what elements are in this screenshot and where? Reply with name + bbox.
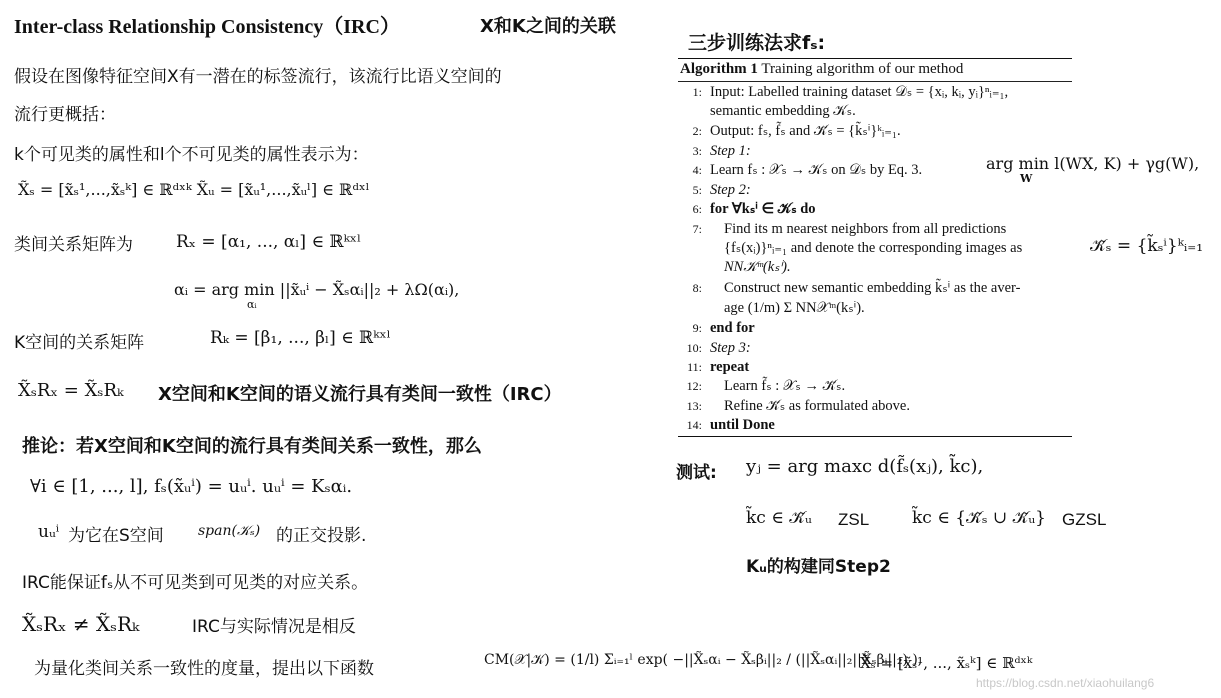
xs-definition: X̃ₛ = [x̃ₛ¹, ..., x̃ₛᵏ] ∈ ℝᵈˣᵏ: [860, 654, 1033, 672]
neq-equation: X̃ₛRₓ ≠ X̃ₛRₖ: [22, 612, 140, 636]
algorithm-body: [680, 84, 1075, 434]
algo-line: 7: Find its m nearest neighbors from all predictions: [692, 221, 1007, 237]
argmin-subscript: W: [1020, 172, 1033, 185]
gzsl-label: GZSL: [1062, 510, 1107, 529]
para1-line1: 假设在图像特征空间X有一潜在的标签流行，该流行比语义空间的: [14, 67, 502, 87]
corollary: 推论：若X空间和K空间的流行具有类间关系一致性，那么: [22, 436, 482, 457]
algo-line: 12: Learn f̃ₛ : 𝒳ₛ → 𝒦̃ₛ.: [686, 378, 846, 394]
algo-line: 3: Step 1:: [692, 143, 751, 159]
zsl-equation: k̃c ∈ 𝒦̃ᵤ: [746, 508, 812, 528]
rx-equation: Rₓ = [α₁, ..., αₗ] ∈ ℝᵏˣˡ: [176, 232, 362, 252]
irc-statement: X空间和K空间的语义流行具有类间一致性（IRC）: [158, 384, 562, 405]
irc-equation: X̃ₛRₓ = X̃ₛRₖ: [18, 380, 124, 401]
rk-equation: Rₖ = [β₁, ..., βₗ] ∈ ℝᵏˣˡ: [210, 328, 391, 348]
algo-line: {fₛ(xᵢ)}ⁿᵢ₌₁ and denote the corresponding images as: [724, 240, 1023, 256]
neq-text: IRC与实际情况是相反: [192, 617, 356, 637]
projection-span: span(𝒦ₛ): [198, 523, 261, 539]
algo-line: NN𝒦ᵐ(kₛⁱ).: [724, 259, 791, 275]
algo-top-rule: [678, 58, 1072, 59]
algo-line: 9: end for: [692, 320, 755, 336]
forall-equation: ∀i ∈ [1, ..., l], fₛ(x̃ᵤⁱ) = uᵤⁱ. uᵤⁱ = Kₛαᵢ.: [30, 476, 353, 497]
watermark: https://blog.csdn.net/xiaohuilang6: [976, 676, 1155, 690]
para1-line2: 流行更概括：: [14, 105, 116, 125]
algo-line: 8: Construct new semantic embedding k̃ₛⁱ as the aver-: [692, 280, 1021, 296]
algo-line: 2: Output: fₛ, f̃ₛ and 𝒦̃ₛ = {k̃ₛⁱ}ᵏᵢ₌₁.: [692, 123, 901, 139]
test-label: 测试:: [676, 463, 717, 483]
alpha-subscript: αᵢ: [247, 298, 257, 311]
rx-label: 类间关系矩阵为: [14, 235, 133, 255]
algo-line: 14: until Done: [686, 417, 775, 433]
algo-line: 11: repeat: [687, 359, 750, 375]
algo-line: age (1/m) Σ NN𝒳ᵐ(kₛⁱ).: [724, 300, 865, 316]
section-title: Inter-class Relationship Consistency（IRC）: [14, 16, 400, 38]
ks-definition: 𝒦̃ₛ = {k̃ₛⁱ}ᵏᵢ₌₁: [1090, 236, 1204, 256]
algo-line: 5: Step 2:: [692, 182, 751, 198]
algo-line: 1: Input: Labelled training dataset 𝒟ₛ = {xᵢ, kᵢ, yᵢ}ⁿᵢ₌₁,: [692, 84, 1009, 100]
eq-attributes: X̃ₛ = [x̃ₛ¹,...,x̃ₛᵏ] ∈ ℝᵈˣᵏ X̃ᵤ = [x̃ᵤ¹,...,x̃ᵤˡ] ∈ ℝᵈˣˡ: [18, 180, 370, 199]
algo-bottom-rule: [678, 436, 1072, 437]
algorithm-title: Algorithm 1 Training algorithm of our method: [680, 61, 964, 77]
algo-line: 6: for ∀kₛⁱ ∈ 𝒦ₛ do: [692, 201, 816, 217]
algo-line: 10: Step 3:: [686, 340, 751, 356]
cm-equation: CM(𝒳|𝒦) = (1/l) Σᵢ₌₁ˡ exp( −||X̃ₛαᵢ − X̃ₛβᵢ||₂ / (||X̃ₛαᵢ||₂||X̃ₛβᵢ||₂) ),: [484, 652, 923, 668]
ku-note: Kᵤ的构建同Step2: [746, 557, 891, 577]
section-title-suffix: X和K之间的关联: [480, 16, 616, 37]
argmin-equation: arg min l(WX, K) + γg(W),: [986, 154, 1200, 173]
algo-line: 4: Learn fₛ : 𝒳ₛ → 𝒦ₛ on 𝒟ₛ by Eq. 3.: [692, 162, 923, 178]
measure-text: 为量化类间关系一致性的度量，提出以下函数: [34, 659, 374, 679]
algo-title-rule: [678, 81, 1072, 82]
alpha-equation: αᵢ = arg min ||x̃ᵤⁱ − X̃ₛαᵢ||₂ + λΩ(αᵢ),: [174, 280, 460, 299]
gzsl-equation: k̃c ∈ {𝒦̃ₛ ∪ 𝒦̃ᵤ}: [912, 508, 1046, 528]
algo-line: 13: Refine 𝒦̃ₛ as formulated above.: [686, 398, 910, 414]
projection-text: 为它在S空间: [68, 526, 164, 546]
irc-guarantee: IRC能保证fₛ从不可见类到可见类的对应关系。: [22, 573, 369, 593]
algo-line: semantic embedding 𝒦ₛ.: [710, 103, 856, 119]
projection-text2: 的正交投影.: [276, 526, 367, 546]
rk-label: K空间的关系矩阵: [14, 333, 145, 353]
projection-symbol: uᵤⁱ: [38, 522, 60, 542]
test-equation: yⱼ = arg maxc d(f̃ₛ(xⱼ), k̃c),: [746, 456, 984, 477]
algorithm-heading: 三步训练法求fₛ:: [688, 32, 826, 54]
zsl-label: ZSL: [838, 510, 870, 529]
para2: k个可见类的属性和l个不可见类的属性表示为：: [14, 145, 369, 165]
